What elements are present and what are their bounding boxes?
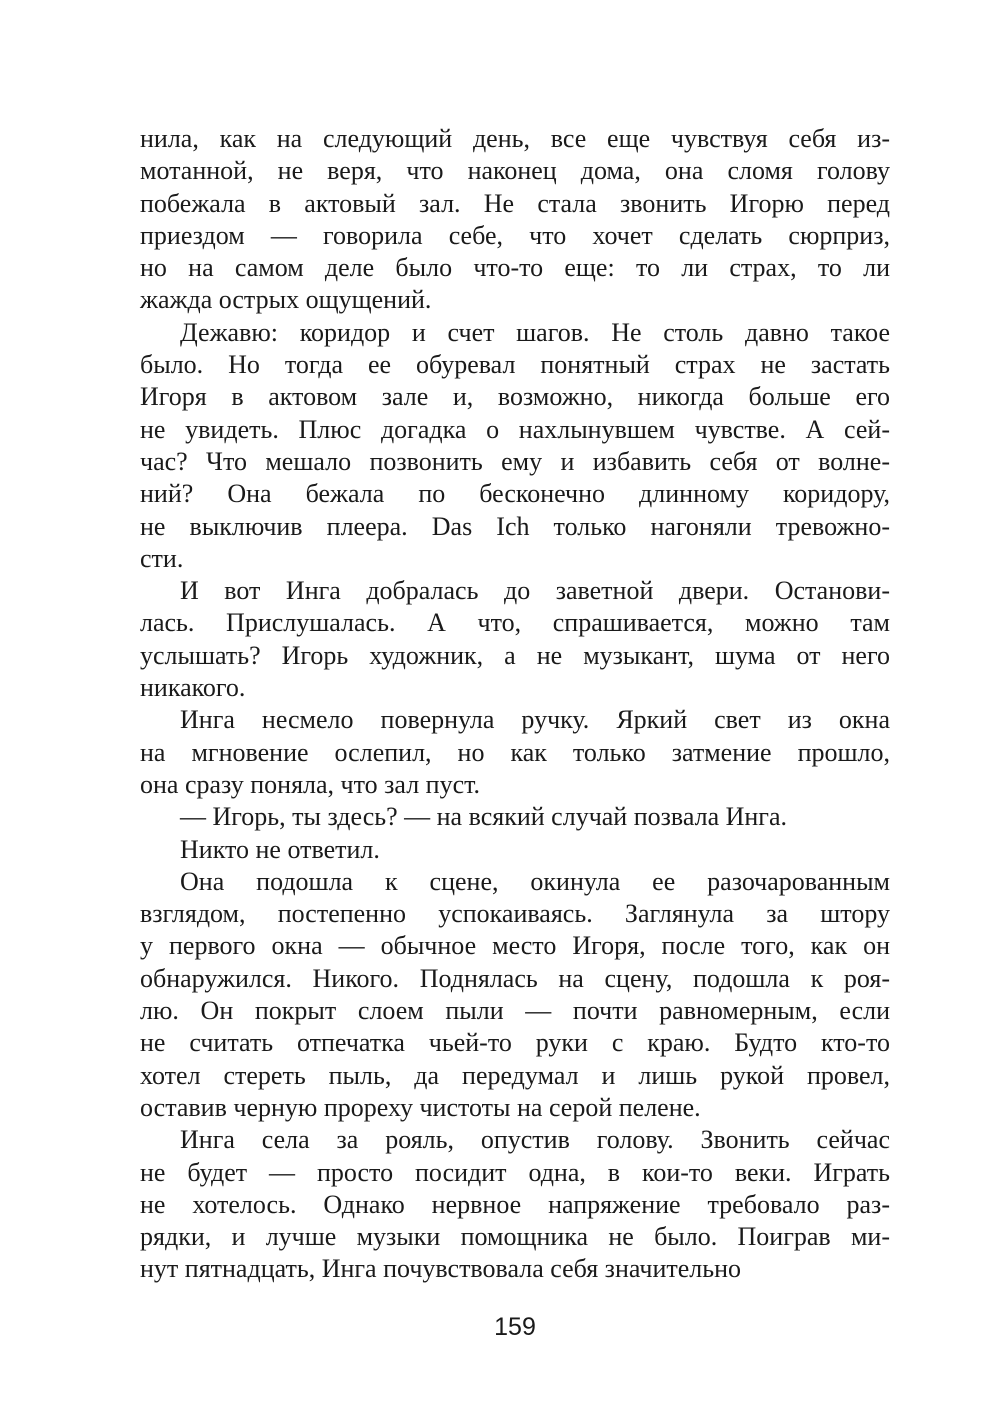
text-line: было. Но тогда ее обуревал понятный страх не застать <box>140 350 890 380</box>
text-line: сти. <box>140 543 184 573</box>
text-line: она сразу поняла, что зал пуст. <box>140 769 481 799</box>
text-line: Инга несмело повернула ручку. Яркий свет из окна <box>180 705 890 735</box>
text-line: час? Что мешало позвонить ему и избавить себя от волне- <box>140 446 890 476</box>
text-line: на мгновение ослепил, но как только затмение прошло, <box>140 737 890 767</box>
paragraph <box>140 123 890 317</box>
text-line: лась. Прислушалась. А что, спрашивается, можно там <box>140 608 890 638</box>
text-line: взглядом, постепенно успокаиваясь. Заглянула за штору <box>140 899 890 929</box>
paragraph <box>140 1124 890 1285</box>
text-line: мотанной, не веря, что наконец дома, она сломя голову <box>140 156 890 186</box>
text-line: Дежавю: коридор и счет шагов. Не столь давно такое <box>180 317 890 347</box>
text-line: услышать? Игорь художник, а не музыкант, шума от него <box>140 640 890 670</box>
text-line: хотел стереть пыль, да передумал и лишь рукой провел, <box>140 1060 890 1090</box>
text-line: Инга села за рояль, опустив голову. Звонить сейчас <box>180 1125 890 1155</box>
text-line: оставив черную прореху чистоты на серой пелене. <box>140 1092 701 1122</box>
text-line: ний? Она бежала по бесконечно длинному коридору, <box>140 479 890 509</box>
text-line: никакого. <box>140 673 246 703</box>
paragraph <box>140 317 890 575</box>
text-line: Никто не ответил. <box>180 834 380 864</box>
text-line: — Игорь, ты здесь? — на всякий случай позвала Инга. <box>180 802 788 832</box>
paragraph <box>140 801 890 833</box>
paragraph <box>140 866 890 1124</box>
paragraph <box>140 704 890 801</box>
text-line: не считать отпечатка чьей-то руки с краю. Будто кто-то <box>140 1028 890 1058</box>
text-line: Она подошла к сцене, окинула ее разочарованным <box>180 866 890 896</box>
text-line: рядки, и лучше музыки помощника не было. Поиграв ми- <box>140 1222 890 1252</box>
text-line: Игоря в актовом зале и, возможно, никогда больше его <box>140 382 890 412</box>
text-line: нила, как на следующий день, все еще чувствуя себя из- <box>140 124 890 153</box>
text-line: побежала в актовый зал. Не стала звонить Игорю перед <box>140 188 890 218</box>
text-line: не будет — просто посидит одна, в кои-то веки. Играть <box>140 1157 890 1187</box>
page-number: 159 <box>494 1313 536 1341</box>
text-line: лю. Он покрыт слоем пыли — почти равномерным, если <box>140 996 890 1026</box>
text-line: приездом — говорила себе, что хочет сделать сюрприз, <box>140 220 890 250</box>
text-line: жажда острых ощущений. <box>140 285 432 315</box>
text-line: не хотелось. Однако нервное напряжение требовало раз- <box>140 1189 890 1219</box>
text-line: не выключив плеера. Das Ich только нагоняли тревожно- <box>140 511 890 541</box>
paragraph <box>140 575 890 704</box>
text-line: не увидеть. Плюс догадка о нахлынувшем чувстве. А сей- <box>140 414 890 444</box>
text-line: И вот Инга добралась до заветной двери. Останови- <box>180 576 890 606</box>
text-block <box>140 123 890 1286</box>
text-line: но на самом деле было что-то еще: то ли страх, то ли <box>140 253 890 283</box>
paragraph <box>140 834 890 866</box>
text-line: обнаружился. Никого. Поднялась на сцену, подошла к роя- <box>140 963 890 993</box>
text-line: нут пятнадцать, Инга почувствовала себя значительно <box>140 1254 742 1284</box>
text-line: у первого окна — обычное место Игоря, после того, как он <box>140 931 890 961</box>
